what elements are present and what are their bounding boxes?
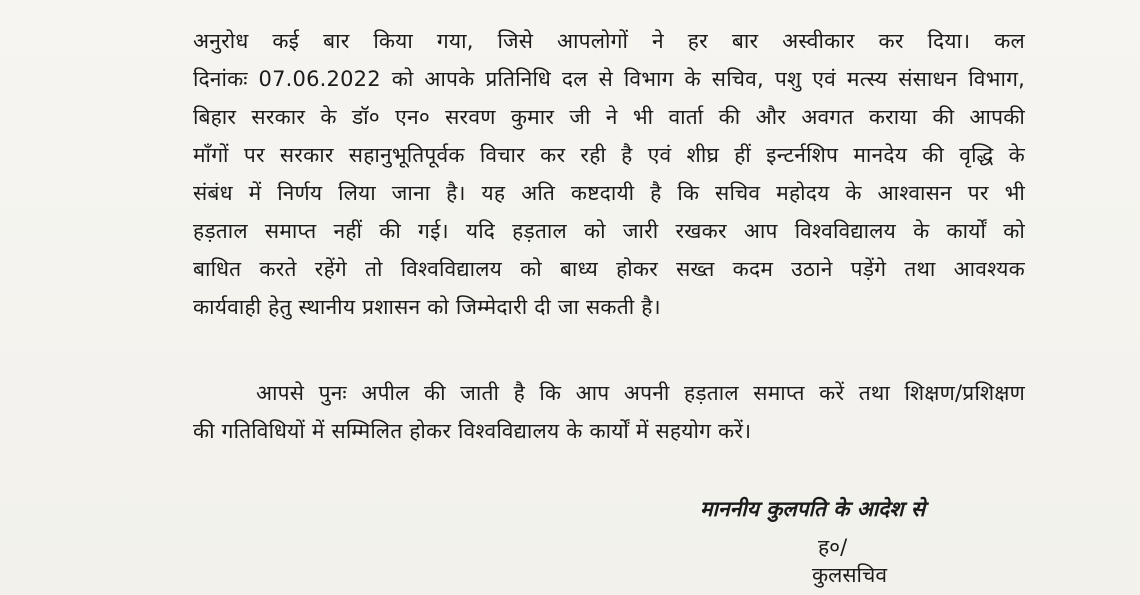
body-line-1: अनुरोध कई बार किया गया, जिसे आपलोगों ने हर बार अस्वीकार कर दिया। कल [193,29,1025,53]
body-line-5: संबंध में निर्णय लिया जाना है। यह अति कष्टदायी है कि सचिव महोदय के आश्वासन पर भी [193,181,1025,205]
body-line-6: हड़ताल समाप्त नहीं की गई। यदि हड़ताल को जारी रखकर आप विश्वविद्यालय के कार्यों को [193,219,1025,243]
body-line-3: बिहार सरकार के डॉ० एन० सरवण कुमार जी ने भी वार्ता की और अवगत कराया की आपकी [193,105,1025,129]
signed-mark: ह०/ [818,535,848,559]
body-line-7: बाधित करते रहेंगे तो विश्वविद्यालय को बाध्य होकर सख्त कदम उठाने पड़ेंगे तथा आवश्यक [193,257,1025,281]
body-line-2: दिनांकः 07.06.2022 को आपके प्रतिनिधि दल से विभाग के सचिव, पशु एवं मत्स्य संसाधन विभाग, [193,67,1025,91]
body-line-8: कार्यवाही हेतु स्थानीय प्रशासन को जिम्मेदारी दी जा सकती है। [193,295,661,319]
order-line: माननीय कुलपति के आदेश से [700,497,926,521]
body-line-4: माँगों पर सरकार सहानुभूतिपूर्वक विचार कर रही है एवं शीघ्र हीं इन्टर्नशिप मानदेय की वृद्धि के [193,143,1025,167]
cropped-top-line [190,0,1040,6]
appeal-line-2: की गतिविधियों में सम्मिलित होकर विश्वविद्यालय के कार्यों में सहयोग करें। [193,419,752,443]
appeal-line-1: आपसे पुनः अपील की जाती है कि आप अपनी हड़ताल समाप्त करें तथा शिक्षण/प्रशिक्षण [256,381,1025,405]
cropped-bottom-line [700,588,960,595]
designation: कुलसचिव [812,563,888,587]
